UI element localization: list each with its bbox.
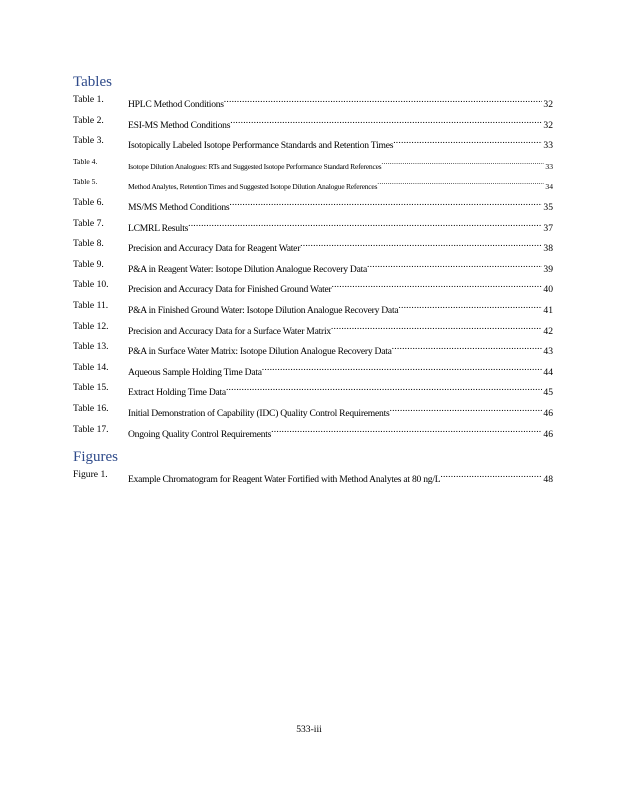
toc-page-number[interactable]: 33 — [543, 140, 553, 152]
figures-heading: Figures — [73, 449, 118, 465]
toc-label: Table 14. — [73, 361, 109, 373]
dot-leader — [300, 237, 542, 251]
toc-row-table-15[interactable] — [73, 381, 553, 402]
toc-label: Table 4. — [73, 156, 98, 166]
toc-page-number[interactable]: 32 — [543, 99, 553, 110]
toc-row-table-9[interactable] — [73, 258, 553, 279]
toc-row-table-2[interactable] — [73, 114, 553, 135]
toc-page-number[interactable]: 43 — [543, 346, 553, 358]
toc-page-number[interactable]: 39 — [543, 263, 553, 275]
toc-row-table-8[interactable] — [73, 237, 553, 258]
toc-title[interactable]: Ongoing Quality Control Requirements — [128, 428, 272, 440]
toc-page-number[interactable]: 44 — [543, 366, 553, 378]
toc-page-number[interactable]: 46 — [543, 428, 553, 440]
toc-row-table-11[interactable] — [73, 299, 553, 320]
toc-label: Table 9. — [73, 258, 104, 270]
figures-list — [73, 468, 553, 489]
toc-label: Table 3. — [73, 135, 104, 147]
toc-page-number[interactable]: 46 — [543, 407, 553, 419]
toc-row-table-4[interactable] — [73, 155, 553, 176]
dot-leader — [229, 196, 542, 210]
dot-leader — [331, 278, 542, 292]
dot-leader — [393, 134, 542, 148]
toc-title[interactable]: Precision and Accuracy Data for a Surface Water Matrix — [128, 325, 331, 337]
toc-page-number[interactable]: 42 — [543, 325, 553, 337]
toc-label: Table 6. — [73, 196, 104, 208]
toc-row-table-5[interactable] — [73, 175, 553, 196]
toc-row-table-3[interactable] — [73, 134, 553, 155]
toc-page-number[interactable]: 41 — [543, 304, 553, 316]
toc-page-number[interactable]: 48 — [543, 474, 553, 485]
toc-label: Table 17. — [73, 423, 109, 435]
toc-title[interactable]: Aqueous Sample Holding Time Data — [128, 366, 262, 378]
toc-page-number[interactable]: 37 — [543, 222, 553, 234]
toc-label: Figure 1. — [73, 469, 108, 480]
dot-leader — [377, 175, 544, 189]
toc-label: Table 12. — [73, 320, 109, 332]
dot-leader — [224, 93, 543, 107]
toc-label: Table 5. — [73, 177, 98, 187]
toc-title[interactable]: Isotope Dilution Analogues: RTs and Suggested Isotope Performance Standard References — [128, 161, 382, 171]
toc-row-table-14[interactable] — [73, 361, 553, 382]
dot-leader — [440, 468, 542, 482]
toc-page-number[interactable]: 34 — [545, 182, 553, 192]
toc-title[interactable]: Extract Holding Time Data — [128, 387, 226, 399]
toc-title[interactable]: Isotopically Labeled Isotope Performance Standards and Retention Times — [128, 140, 394, 152]
toc-row-table-16[interactable] — [73, 402, 553, 423]
toc-label: Table 10. — [73, 279, 109, 291]
page-footer-number: 533-iii — [296, 724, 322, 735]
toc-title[interactable]: P&A in Surface Water Matrix: Isotope Dilution Analogue Recovery Data — [128, 346, 392, 358]
toc-page-number[interactable]: 40 — [543, 284, 553, 296]
toc-title[interactable]: ESI-MS Method Conditions — [128, 119, 231, 131]
dot-leader — [230, 114, 542, 128]
toc-label: Table 13. — [73, 341, 109, 353]
toc-title[interactable]: Initial Demonstration of Capability (IDC) Quality Control Requirements — [128, 407, 390, 419]
toc-page-number[interactable]: 38 — [543, 243, 553, 255]
dot-leader — [381, 155, 544, 169]
toc-row-table-12[interactable] — [73, 320, 553, 341]
dot-leader — [188, 217, 542, 231]
toc-label: Table 16. — [73, 402, 109, 414]
toc-label: Table 11. — [73, 299, 109, 311]
tables-heading: Tables — [73, 74, 112, 90]
toc-title[interactable]: P&A in Reagent Water: Isotope Dilution Analogue Recovery Data — [128, 263, 368, 275]
toc-page-number[interactable]: 32 — [543, 119, 553, 131]
toc-title[interactable]: HPLC Method Conditions — [128, 99, 224, 110]
toc-title[interactable]: Method Analytes, Retention Times and Suggested Isotope Dilution Analogue References — [128, 182, 378, 192]
toc-title[interactable]: P&A in Finished Ground Water: Isotope Dilution Analogue Recovery Data — [128, 304, 399, 316]
toc-row-table-10[interactable] — [73, 278, 553, 299]
toc-page-number[interactable]: 45 — [543, 387, 553, 399]
toc-row-figure-1[interactable] — [73, 468, 553, 489]
toc-page-number[interactable]: 33 — [545, 161, 553, 171]
toc-label: Table 8. — [73, 238, 104, 250]
dot-leader — [392, 340, 543, 354]
toc-label: Table 1. — [73, 94, 104, 105]
toc-label: Table 7. — [73, 217, 104, 229]
toc-row-table-7[interactable] — [73, 217, 553, 238]
dot-leader — [271, 423, 542, 437]
dot-leader — [226, 381, 542, 395]
toc-row-table-17[interactable] — [73, 423, 553, 444]
toc-row-table-13[interactable] — [73, 340, 553, 361]
toc-title[interactable]: Precision and Accuracy Data for Reagent Water — [128, 243, 301, 255]
toc-title[interactable]: MS/MS Method Conditions — [128, 201, 230, 213]
toc-row-table-6[interactable] — [73, 196, 553, 217]
dot-leader — [331, 320, 542, 334]
toc-title[interactable]: Example Chromatogram for Reagent Water Fortified with Method Analytes at 80 ng/L — [128, 474, 441, 485]
dot-leader — [398, 299, 542, 313]
dot-leader — [262, 361, 543, 375]
dot-leader — [389, 402, 542, 416]
toc-row-table-1[interactable] — [73, 93, 553, 114]
tables-list — [73, 93, 553, 443]
toc-label: Table 15. — [73, 382, 109, 394]
toc-title[interactable]: LCMRL Results — [128, 222, 189, 234]
dot-leader — [367, 258, 542, 272]
toc-page-number[interactable]: 35 — [543, 201, 553, 213]
toc-title[interactable]: Precision and Accuracy Data for Finished Ground Water — [128, 284, 332, 296]
toc-label: Table 2. — [73, 114, 104, 126]
